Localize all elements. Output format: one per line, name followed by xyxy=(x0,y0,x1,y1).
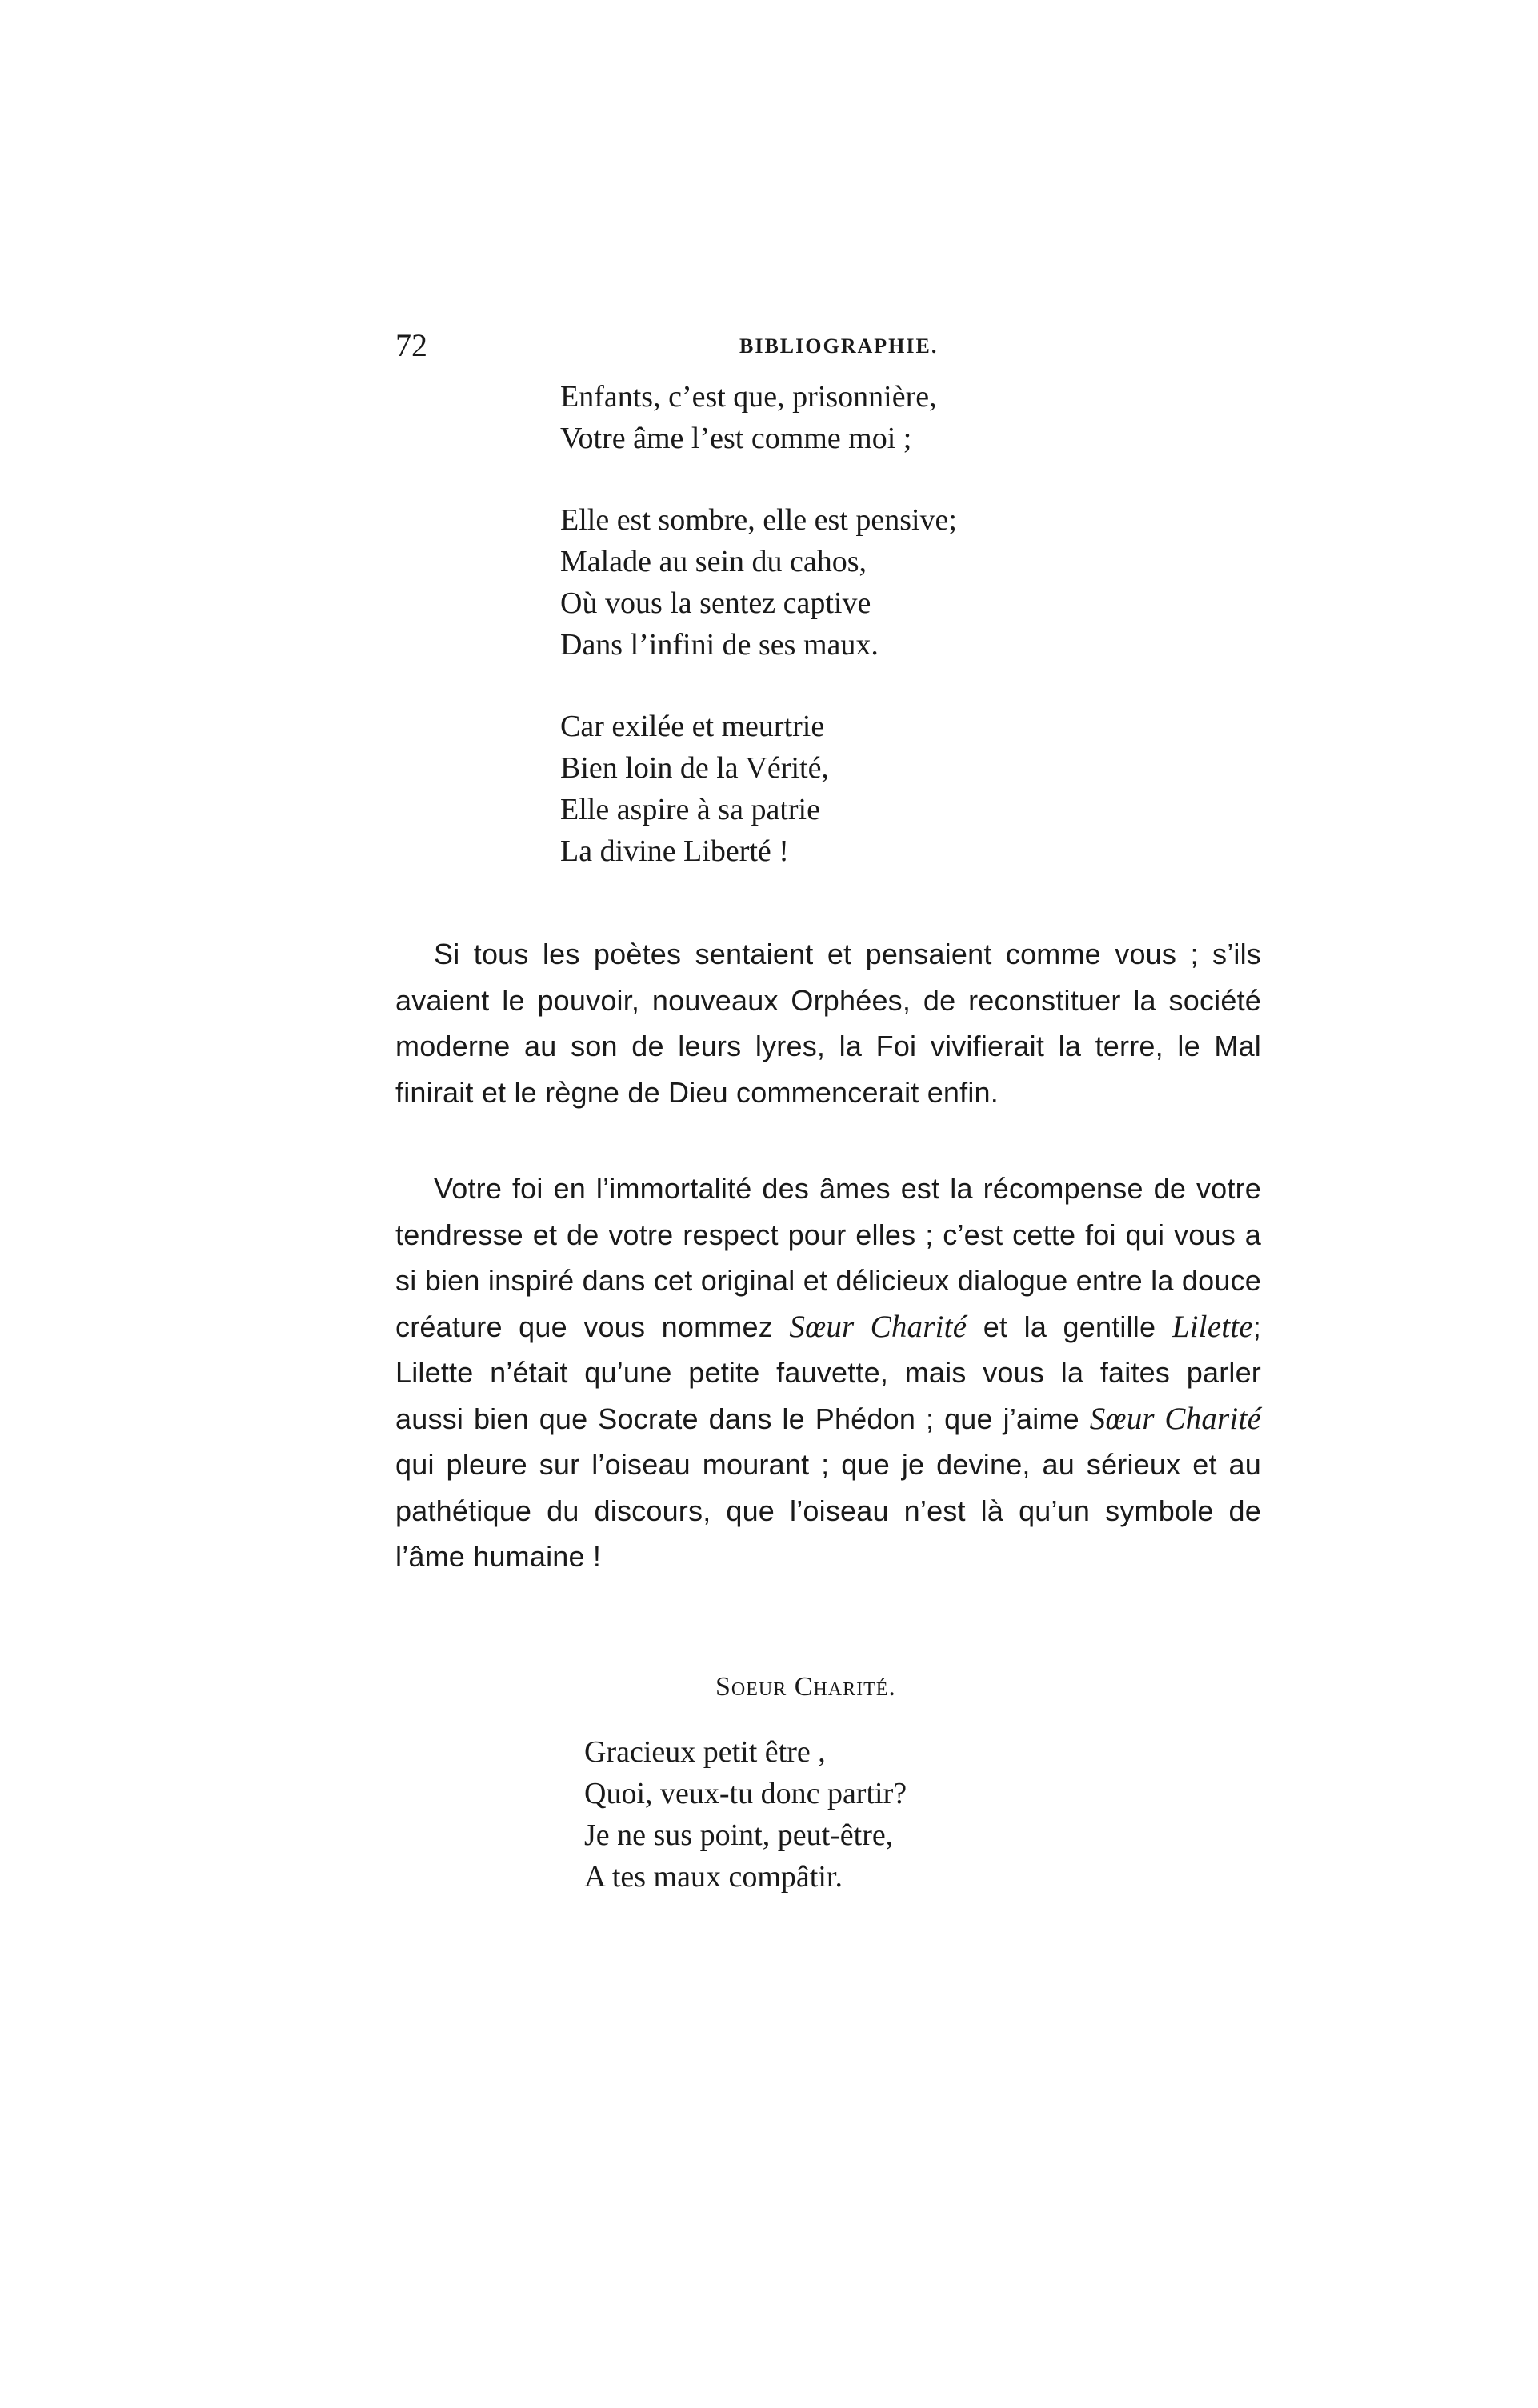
prose-paragraph xyxy=(395,931,1261,1115)
paragraph-run: ; Lilette n’était qu’une petite fauvette, mais vous la faites parler aussi bien que Socrate dans le Phédon ; que j’aime xyxy=(395,1310,1261,1435)
verse-line: Elle est sombre, elle est pensive; xyxy=(560,503,957,537)
running-head: BIBLIOGRAPHIE. xyxy=(739,334,939,358)
paragraph-text: Si tous les poètes sentaient et pensaient comme vous ; s’ils avaient le pouvoir, nouveaux Orphées, de reconstituer la société moderne au son de leurs lyres, la Foi vivifierait la terre, le Mal finirait et le règne de Dieu commencerait enfin. xyxy=(395,938,1261,1109)
verse-line: La divine Liberté ! xyxy=(560,834,789,868)
section-heading: Soeur Charité. xyxy=(715,1672,896,1702)
paragraph-run: et la gentille xyxy=(967,1310,1172,1343)
verse-line: Malade au sein du cahos, xyxy=(560,545,867,578)
paragraph-run: Votre foi en l’immortalité des âmes est la récompense de votre tendresse et de votre respect pour elles ; c’est cette foi qui vous a si bien inspiré dans cet original et délicieux dialogue entre la douce créature que vous nommez xyxy=(395,1172,1261,1343)
verse-line: Gracieux petit être , xyxy=(584,1735,826,1769)
verse-line: Enfants, c’est que, prisonnière, xyxy=(560,380,937,414)
paragraph-text xyxy=(395,1166,1261,1580)
verse-stanza xyxy=(560,376,937,459)
verse-stanza xyxy=(560,499,957,666)
verse-line: Quoi, veux-tu donc partir? xyxy=(584,1777,907,1810)
paragraph-run: qui pleure sur l’oiseau mourant ; que je devine, au sérieux et au pathétique du discours, que l’oiseau n’est là qu’un symbole de l’âme humaine ! xyxy=(395,1448,1261,1573)
verse-line: Je ne sus point, peut-être, xyxy=(584,1818,894,1852)
verse-line: Où vous la sentez captive xyxy=(560,586,871,620)
page-header xyxy=(395,326,1260,374)
verse-line: Dans l’infini de ses maux. xyxy=(560,628,879,662)
verse-line: Elle aspire à sa patrie xyxy=(560,793,820,826)
verse-line: A tes maux compâtir. xyxy=(584,1860,843,1894)
verse-line: Votre âme l’est comme moi ; xyxy=(560,422,912,455)
verse-line: Car exilée et meurtrie xyxy=(560,710,825,743)
work-title: Lilette xyxy=(1172,1309,1253,1344)
work-title: Sœur Charité xyxy=(789,1309,967,1344)
verse-stanza xyxy=(584,1731,907,1898)
prose-paragraph xyxy=(395,1166,1261,1580)
verse-line: Bien loin de la Vérité, xyxy=(560,751,829,785)
page-number: 72 xyxy=(395,327,427,363)
work-title: Sœur Charité xyxy=(1089,1401,1261,1436)
verse-stanza xyxy=(560,706,829,872)
